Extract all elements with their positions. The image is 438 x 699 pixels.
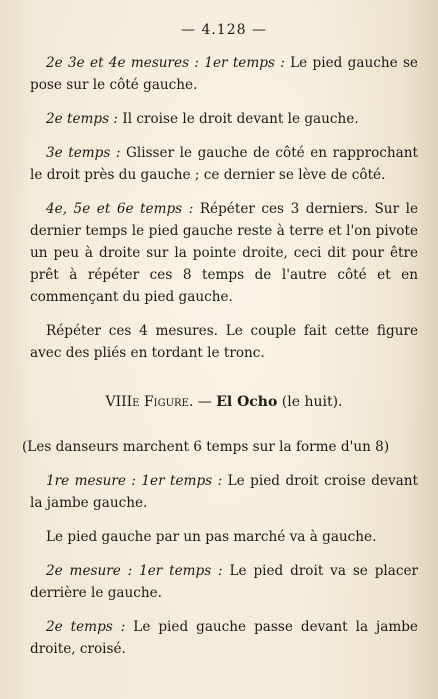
paragraph-mesure-2-temps-2	[30, 616, 418, 660]
figure-number: VIIIe	[105, 394, 140, 410]
paragraph-text: (Les danseurs marchent 6 temps sur la forme d'un 8)	[22, 439, 390, 455]
paragraph-temps-4-5-6	[30, 198, 418, 308]
paragraph-text: Répéter ces 3 derniers. Sur le dernier temps le pied gauche reste à terre et l'on pivote un peu à droite sur la pointe droite, ceci dit pour être prêt à répéter ces 8 temps de l'autre côté et en commençant du pied gauche.	[30, 201, 418, 305]
paragraph-lead: 2e temps :	[46, 111, 118, 127]
paragraph-text: Répéter ces 4 mesures. Le couple fait cette figure avec des pliés en tordant le tronc.	[30, 323, 418, 361]
paragraph-text: Le pied gauche passe devant la jambe droite, croisé.	[30, 619, 418, 657]
paragraph-lead: 2e 3e et 4e mesures : 1er temps :	[46, 55, 285, 71]
paragraph-lead: 3e temps :	[46, 145, 121, 161]
paragraph-text: Le pied droit croise devant la jambe gauche.	[30, 473, 418, 511]
paragraph-text: Le pied gauche par un pas marché va à gauche.	[46, 529, 377, 545]
paragraph-lead: 1re mesure : 1er temps :	[46, 473, 223, 489]
paragraph-text: Il croise le droit devant le gauche.	[118, 111, 359, 127]
paragraph-text: Le pied gauche se pose sur le côté gauche.	[30, 55, 418, 93]
paragraph-pied-gauche	[30, 526, 418, 548]
paragraph-lead: 2e mesure : 1er temps :	[46, 563, 223, 579]
page-number-header: — 4.128 —	[181, 22, 267, 38]
paragraph-text: Glisser le gauche de côté en rapprochant le droit près du gauche ; ce dernier se lève de côté.	[30, 145, 418, 183]
figure-translation: (le huit).	[281, 394, 343, 410]
paragraph-temps-2	[30, 108, 418, 130]
figure-heading	[30, 394, 418, 410]
paragraph-text: Le pied droit va se placer derrière le gauche.	[30, 563, 419, 601]
paragraph-mesures-2-3-4	[30, 52, 418, 96]
paragraph-temps-3	[30, 142, 418, 186]
paragraph-mesure-1	[30, 470, 418, 514]
paragraph-lead: 4e, 5e et 6e temps :	[46, 201, 194, 217]
paragraph-mesure-2	[30, 560, 418, 604]
paragraph-danseurs	[22, 436, 418, 458]
paragraph-repeter	[30, 320, 418, 364]
figure-name: El Ocho	[216, 394, 278, 410]
figure-dash: —	[197, 394, 212, 410]
paragraph-lead: 2e temps :	[46, 619, 126, 635]
figure-label: Figure.	[143, 394, 194, 410]
